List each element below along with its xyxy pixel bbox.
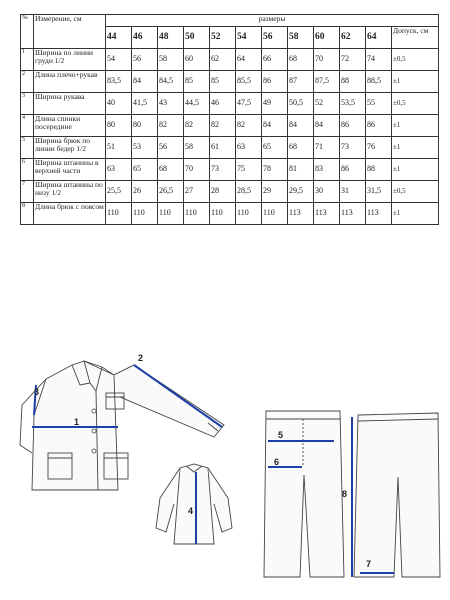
measure-label-8: 8 <box>342 489 348 499</box>
size-value-cell: 31,5 <box>366 181 392 203</box>
table-row <box>21 203 439 225</box>
size-value-cell: 43 <box>158 93 184 115</box>
size-value-cell: 87 <box>288 71 314 93</box>
size-value-cell: 47,5 <box>236 93 262 115</box>
row-number: 2 <box>21 71 34 93</box>
table-row <box>21 93 439 115</box>
row-number: 6 <box>21 159 34 181</box>
size-value-cell: 29 <box>262 181 288 203</box>
size-value-cell: 71 <box>314 137 340 159</box>
size-value-cell: 41,5 <box>132 93 158 115</box>
measurement-name: Ширина рукава <box>34 93 106 115</box>
size-header: 52 <box>210 27 236 49</box>
col-number-header: № <box>21 15 34 49</box>
row-number: 4 <box>21 115 34 137</box>
size-header: 48 <box>158 27 184 49</box>
size-value-cell: 82 <box>236 115 262 137</box>
size-header: 60 <box>314 27 340 49</box>
size-value-cell: 80 <box>132 115 158 137</box>
size-value-cell: 50,5 <box>288 93 314 115</box>
tolerance-cell: ±1 <box>392 159 439 181</box>
tolerance-cell: ±1 <box>392 71 439 93</box>
measure-label-6: 6 <box>274 457 280 467</box>
size-value-cell: 84,5 <box>158 71 184 93</box>
size-value-cell: 26,5 <box>158 181 184 203</box>
size-value-cell: 110 <box>210 203 236 225</box>
size-header: 56 <box>262 27 288 49</box>
size-value-cell: 88,5 <box>366 71 392 93</box>
size-value-cell: 58 <box>158 49 184 71</box>
size-value-cell: 53 <box>132 137 158 159</box>
size-value-cell: 87,5 <box>314 71 340 93</box>
size-value-cell: 44,5 <box>184 93 210 115</box>
size-value-cell: 113 <box>288 203 314 225</box>
row-number: 5 <box>21 137 34 159</box>
size-value-cell: 65 <box>262 137 288 159</box>
size-header: 46 <box>132 27 158 49</box>
size-value-cell: 110 <box>106 203 132 225</box>
size-value-cell: 113 <box>366 203 392 225</box>
size-value-cell: 63 <box>106 159 132 181</box>
size-value-cell: 82 <box>210 115 236 137</box>
size-value-cell: 83 <box>314 159 340 181</box>
size-value-cell: 25,5 <box>106 181 132 203</box>
tolerance-cell: ±1 <box>392 203 439 225</box>
size-value-cell: 74 <box>366 49 392 71</box>
row-number: 7 <box>21 181 34 203</box>
size-value-cell: 80 <box>106 115 132 137</box>
measurement-name: Длина плечо+рукав <box>34 71 106 93</box>
tolerance-cell: ±1 <box>392 137 439 159</box>
size-value-cell: 56 <box>158 137 184 159</box>
size-value-cell: 86 <box>366 115 392 137</box>
size-value-cell: 65 <box>132 159 158 181</box>
size-value-cell: 78 <box>262 159 288 181</box>
size-header: 64 <box>366 27 392 49</box>
size-value-cell: 27 <box>184 181 210 203</box>
size-value-cell: 85,5 <box>236 71 262 93</box>
size-value-cell: 73 <box>340 137 366 159</box>
tolerance-cell: ±1 <box>392 115 439 137</box>
table-row <box>21 181 439 203</box>
size-value-cell: 28 <box>210 181 236 203</box>
size-value-cell: 70 <box>314 49 340 71</box>
measure-label-4: 4 <box>188 506 194 516</box>
measure-label-3: 3 <box>34 387 40 397</box>
size-value-cell: 40 <box>106 93 132 115</box>
measure-label-7: 7 <box>366 559 372 569</box>
size-header: 62 <box>340 27 366 49</box>
measurement-name: Ширина штанины по низу 1/2 <box>34 181 106 203</box>
size-value-cell: 110 <box>184 203 210 225</box>
size-value-cell: 72 <box>340 49 366 71</box>
measurement-name: Длина спинки посередине <box>34 115 106 137</box>
measure-label-1: 1 <box>74 417 80 427</box>
size-value-cell: 85 <box>210 71 236 93</box>
size-value-cell: 110 <box>132 203 158 225</box>
size-value-cell: 84 <box>314 115 340 137</box>
size-value-cell: 68 <box>288 49 314 71</box>
jacket-back-diagram <box>152 458 236 548</box>
size-value-cell: 82 <box>158 115 184 137</box>
size-value-cell: 55 <box>366 93 392 115</box>
size-value-cell: 51 <box>106 137 132 159</box>
size-value-cell: 83,5 <box>106 71 132 93</box>
size-value-cell: 88 <box>340 71 366 93</box>
size-value-cell: 64 <box>236 49 262 71</box>
measurement-name: Ширина по линии груди 1/2 <box>34 49 106 71</box>
table-row <box>21 159 439 181</box>
size-value-cell: 28,5 <box>236 181 262 203</box>
size-value-cell: 84 <box>288 115 314 137</box>
size-value-cell: 68 <box>288 137 314 159</box>
size-header: 44 <box>106 27 132 49</box>
size-value-cell: 86 <box>262 71 288 93</box>
size-value-cell: 49 <box>262 93 288 115</box>
measurement-name: Ширина штанины в верхней части <box>34 159 106 181</box>
size-value-cell: 61 <box>210 137 236 159</box>
tolerance-cell: ±0,5 <box>392 49 439 71</box>
table-row <box>21 71 439 93</box>
table-row <box>21 137 439 159</box>
size-value-cell: 30 <box>314 181 340 203</box>
size-value-cell: 66 <box>262 49 288 71</box>
size-value-cell: 86 <box>340 159 366 181</box>
row-number: 3 <box>21 93 34 115</box>
size-value-cell: 29,5 <box>288 181 314 203</box>
tolerance-cell: ±0,5 <box>392 93 439 115</box>
size-value-cell: 60 <box>184 49 210 71</box>
size-value-cell: 85 <box>184 71 210 93</box>
size-value-cell: 26 <box>132 181 158 203</box>
size-value-cell: 68 <box>158 159 184 181</box>
size-value-cell: 110 <box>236 203 262 225</box>
measurement-name: Длина брюк с поясом <box>34 203 106 225</box>
size-value-cell: 86 <box>340 115 366 137</box>
size-value-cell: 75 <box>236 159 262 181</box>
size-value-cell: 81 <box>288 159 314 181</box>
size-value-cell: 82 <box>184 115 210 137</box>
size-value-cell: 54 <box>106 49 132 71</box>
size-value-cell: 113 <box>314 203 340 225</box>
size-value-cell: 88 <box>366 159 392 181</box>
size-value-cell: 84 <box>132 71 158 93</box>
size-value-cell: 56 <box>132 49 158 71</box>
sizes-title: размеры <box>106 15 439 27</box>
size-value-cell: 58 <box>184 137 210 159</box>
size-value-cell: 76 <box>366 137 392 159</box>
size-value-cell: 110 <box>158 203 184 225</box>
row-number: 1 <box>21 49 34 71</box>
size-value-cell: 31 <box>340 181 366 203</box>
col-tolerance-header: Допуск, см <box>392 27 439 49</box>
trousers-diagram <box>262 405 444 585</box>
size-value-cell: 73 <box>210 159 236 181</box>
size-header: 50 <box>184 27 210 49</box>
size-value-cell: 63 <box>236 137 262 159</box>
size-header: 54 <box>236 27 262 49</box>
measure-label-2: 2 <box>138 353 144 363</box>
row-number: 8 <box>21 203 34 225</box>
table-row <box>21 115 439 137</box>
size-chart-table <box>20 14 439 225</box>
col-measure-header: Измерение, см <box>34 15 106 49</box>
size-value-cell: 62 <box>210 49 236 71</box>
measurement-name: Ширина брюк по линии бедер 1/2 <box>34 137 106 159</box>
size-value-cell: 84 <box>262 115 288 137</box>
table-row <box>21 49 439 71</box>
size-value-cell: 113 <box>340 203 366 225</box>
measure-label-5: 5 <box>278 430 284 440</box>
tolerance-cell: ±0,5 <box>392 181 439 203</box>
size-value-cell: 110 <box>262 203 288 225</box>
size-header: 58 <box>288 27 314 49</box>
size-value-cell: 46 <box>210 93 236 115</box>
size-value-cell: 52 <box>314 93 340 115</box>
size-value-cell: 53,5 <box>340 93 366 115</box>
size-value-cell: 70 <box>184 159 210 181</box>
